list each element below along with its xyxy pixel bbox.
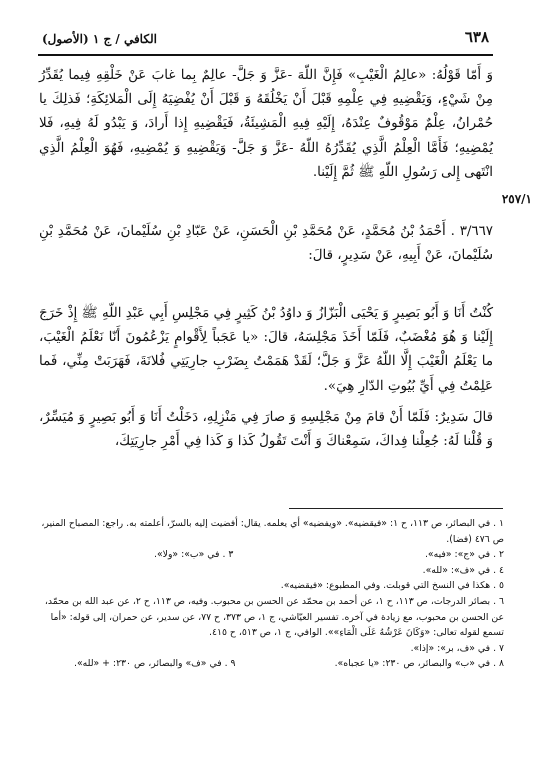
page-header bbox=[38, 22, 493, 56]
paragraph-text: ٣/٦٦٧ . أَحْمَدُ بْنُ مُحَمَّدٍ، عَنْ مُحَمَّدِ بْنِ الْحَسَنِ، عَنْ عَبّادِ بْنِ سُلَيْمانَ، عَنْ مُحَمَّدِ بْنِ سُلَيْمانَ، عَنْ أَبِيهِ، عَنْ سَدِيرٍ، قالَ: bbox=[39, 224, 493, 264]
paragraph-2 bbox=[39, 220, 493, 268]
paragraph-text: قالَ سَدِيرٌ: فَلَمّا أَنْ قامَ مِنْ مَجْلِسِهِ وَ صارَ فِي مَنْزِلِهِ، دَخَلْتُ أَنَا وَ أَبُو بَصِيرٍ وَ مُيَسِّرٌ، وَ قُلْنا لَهُ: جُعِلْنا فِداكَ، سَمِعْناكَ وَ أَنْتَ تَقُولُ كَذا وَ كَذا فِي أَمْرِ جارِيَتِكَ، bbox=[39, 410, 493, 450]
footnote: ٧ . في «ف، بر»: «إذا». bbox=[410, 642, 504, 654]
footnote-pair bbox=[34, 547, 504, 563]
paragraph-text: وَ أَمّا قَوْلُهُ: «عالِمُ الْغَيْبِ» فَإِنَّ اللّهَ -عَزَّ وَ جَلَّ- عالِمٌ بِما غابَ عَنْ خَلْقِهِ فِيما يُقَدِّرُ مِنْ شَيْءٍ، وَيَقْضِيهِ فِي عِلْمِهِ قَبْلَ أَنْ يَخْلُقَهُ وَ قَبْلَ أَنْ يُفْضِيَهُ إِلَى الْمَلائِكَةِ؛ فَذلِكَ يا حُمْرانُ، عِلْمٌ مَوْقُوفٌ عِنْدَهُ، إِلَيْهِ فِيهِ الْمَشِيئَةُ، فَيَقْضِيهِ إِذا أَرادَ، وَ يَبْدُو لَهُ فِيهِ، فَلا يُمْضِيهِ؛ فَأَمَّا الْعِلْمُ الَّذِي يُقَدِّرُهُ اللّهُ -عَزَّ وَ جَلَّ- وَيَقْضِيهِ وَ يُمْضِيهِ، فَهُوَ الْعِلْمُ الَّذِي انْتَهى إِلى رَسُولِ اللّهِ ﷺ ثُمَّ إِلَيْنا. bbox=[39, 68, 493, 180]
footnote: ٥ . هكذا في النسخ التي قوبلت. وفي المطبوع: «فيقضيه». bbox=[280, 580, 504, 592]
margin-reference: ٢٥٧/١ bbox=[501, 192, 532, 206]
footnote: ٩ . في «ف» والبصائر، ص ٢٣٠: + «لله». bbox=[74, 658, 236, 670]
running-title: الكافي / ج ١ (الأصول) bbox=[42, 32, 157, 46]
footnote: ٤ . في «ف»: «لله». bbox=[422, 564, 504, 576]
footnote: ٦ . بصائر الدرجات، ص ١١٣، ح ١، عن أحمد بن محمّد عن الحسن بن محبوب. وفيه، ص ١١٣، ح ٢، عن عبد الله بن محمّد، عن الحسن بن محبوب، مع زيادة في آخره. تفسير العيّاشي، ج ١، ص ٣٧٣، ح ٧٧، عن سدير، عن حمران، إلى قوله: «أما تسمع لقوله تعالى: «وَكَانَ عَرْشُهُ عَلَى الْمَاءِ»». الوافي، ج ١، ص ٥١٣، ح ٤١٥. bbox=[44, 595, 504, 639]
footnote-divider bbox=[289, 508, 503, 509]
paragraph-3 bbox=[39, 302, 493, 399]
footnote: ٣ . في «ب»: «ولا». bbox=[154, 549, 234, 561]
footnote: ٢ . في «ج»: «فيه». bbox=[424, 549, 504, 561]
paragraph-1 bbox=[39, 64, 493, 185]
paragraph-4 bbox=[39, 406, 493, 454]
footnotes bbox=[34, 516, 504, 672]
footnote-pair bbox=[34, 656, 504, 672]
paragraph-text: كُنْتُ أَنَا وَ أَبُو بَصِيرٍ وَ يَحْيَى الْبَزّازُ وَ داوُدُ بْنُ كَثِيرٍ فِي مَجْلِسِ أَبِي عَبْدِ اللّهِ ﷺ إِذْ خَرَجَ إِلَيْنا وَ هُوَ مُغْضَبٌ، فَلَمّا أَخَذَ مَجْلِسَهُ، قالَ: «يا عَجَباً لِأَقْوامٍ يَزْعُمُونَ أَنّا نَعْلَمُ الْغَيْبَ، ما يَعْلَمُ الْغَيْبَ إِلَّا اللّهُ عَزَّ وَ جَلَّ؛ لَقَدْ هَمَمْتُ بِضَرْبِ جارِيَتِي فُلانَةَ، فَهَرَبَتْ مِنِّي، فَما عَلِمْتُ فِي أَيِّ بُيُوتِ الدّارِ هِيَ». bbox=[39, 306, 493, 394]
footnote: ١ . في البصائر، ص ١١٣، ح ١: «فيقضيه». «ويفضيه» أي يعلمه. يقال: أفضيت إليه بالسرّ، أعلمته به. راجع: المصباح المنير، ص ٤٧٦ (فضا). bbox=[41, 518, 504, 545]
footnote: ٨ . في «ب» والبصائر، ص ٢٣٠: «يا عجباه». bbox=[334, 658, 504, 670]
page-number: ٦٣٨ bbox=[464, 28, 489, 46]
header-rule bbox=[38, 54, 493, 56]
